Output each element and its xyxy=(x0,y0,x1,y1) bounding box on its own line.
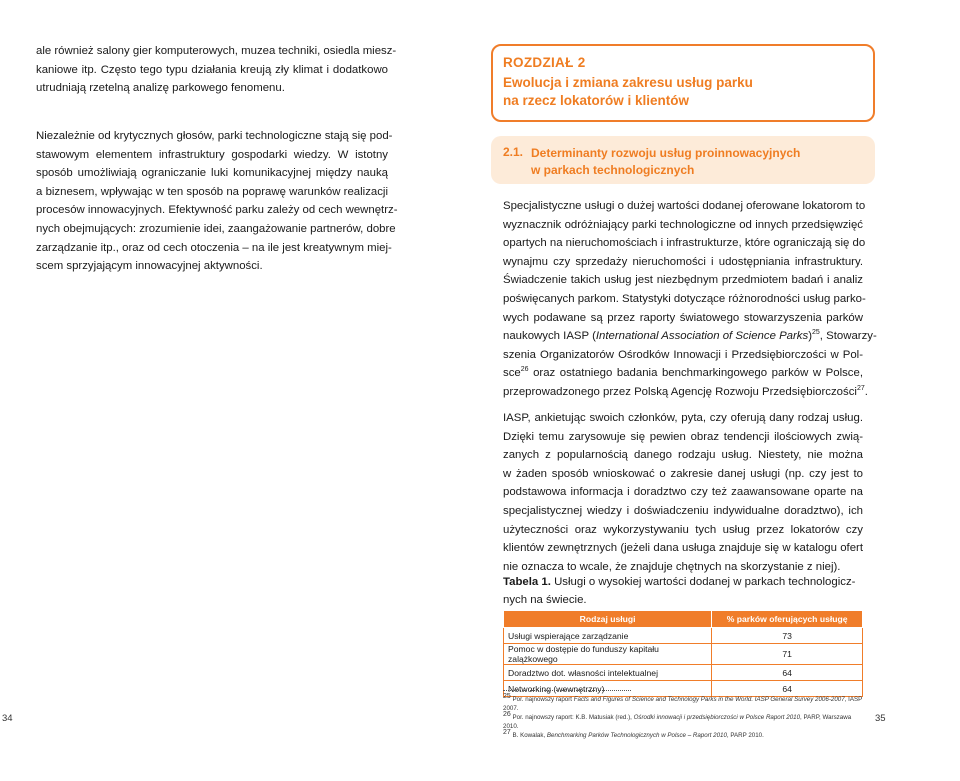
service-cell: Doradztwo dot. własności intelektualnej xyxy=(504,665,712,681)
text-fragment: B. Kowalak, xyxy=(510,732,547,739)
footnote-number: 27 xyxy=(503,728,511,736)
services-table xyxy=(503,610,863,697)
service-cell: Usługi wspierające zarządzanie xyxy=(504,628,712,644)
text-line: ale również salony gier komputerowych, muzea techniki, osiedla miesz- xyxy=(36,45,397,57)
text-line: kaniowe itp. Często tego typu działania kreują zły klimat i dodatkowo xyxy=(36,63,388,76)
chapter-label: ROZDZIAŁ 2 xyxy=(503,55,586,70)
table-caption xyxy=(503,573,863,609)
footnote-25 xyxy=(503,692,863,713)
text-fragment: przeprowadzonego przez Polską Agencję Rozwoju Przedsiębiorczości xyxy=(503,385,857,398)
text-line: szenia Organizatorów Ośrodków Innowacji i Przedsiębiorczości w Pol- xyxy=(503,348,863,361)
text-line: a biznesem, wpływając w ten sposób na poprawę warunków realizacji xyxy=(36,185,388,198)
column-header-service: Rodzaj usługi xyxy=(504,611,712,628)
text-fragment: , IASP 2007. xyxy=(503,696,863,712)
italic-text: Benchmarking Parków Technologicznych w Polsce – Raport 2010 xyxy=(546,732,727,739)
chapter-title-line-2: na rzecz lokatorów i klientów xyxy=(503,93,690,108)
text-fragment: . xyxy=(864,385,868,398)
text-fragment: , PARP 2010. xyxy=(726,732,764,739)
text-line: wyznacznik odróżniający parki technologiczne od innych przedsięwzięć xyxy=(503,218,863,231)
percent-cell: 73 xyxy=(712,628,863,644)
text-line: nie oznacza to wcale, że znajduje chętnych na skorzystanie z niej). xyxy=(503,560,841,573)
text-fragment: sce xyxy=(503,367,521,380)
chapter-title xyxy=(503,74,753,110)
text-line: wych podawane są przez raporty światowego stowarzyszenia parków xyxy=(503,311,863,324)
section-number: 2.1. xyxy=(503,145,524,159)
caption-text: Usługi o wysokiej wartości dodanej w parkach technologicz- xyxy=(550,576,856,588)
left-paragraph-1 xyxy=(36,42,397,98)
text-fragment: oraz ostatniego badania benchmarkingowego parków w Polsce, xyxy=(528,367,863,380)
text-fragment: Por. najnowszy raport: K.B. Matusiak (red.), xyxy=(510,714,634,721)
caption-label: Tabela 1. xyxy=(503,576,551,588)
column-header-percent: % parków oferujących usługę xyxy=(712,611,863,628)
footnote-number: 25 xyxy=(503,692,511,700)
text-line: opartych na nieruchomościach i infrastrukturze, które ograniczają się do xyxy=(503,237,866,250)
right-paragraph-1 xyxy=(503,197,877,402)
text-line: procesów innowacyjnych. Efektywność parku zależy od cech wewnętrz- xyxy=(36,204,398,217)
footnote-ref: 25 xyxy=(812,329,820,337)
text-fragment: Por. najnowszy raport xyxy=(510,696,574,703)
italic-text: Ośrodki innowacji i przedsiębiorczości w Polsce Raport 2010 xyxy=(633,714,801,721)
italic-text: International Association of Science Parks xyxy=(595,330,809,343)
table-row xyxy=(504,628,863,644)
text-line: zarządzanie itp., oraz od cech otoczenia – na ile jest kreatywnym miej- xyxy=(36,241,392,254)
text-line: Specjalistyczne usługi o dużej wartości dodanej oferowane lokatorom to xyxy=(503,200,866,212)
text-line: scem sprzyjającym innowacyjnej aktywności. xyxy=(36,260,263,273)
text-line: użyteczności oraz wykorzystywaniu tych usług przez lokatorów czy xyxy=(503,523,863,536)
service-cell: Pomoc w dostępie do funduszy kapitału zalążkowego xyxy=(504,644,712,665)
text-line: zanych z popularnością danego rodzaju usług. Niestety, nie można xyxy=(503,449,863,462)
caption-line-2: nych na świecie. xyxy=(503,594,587,606)
chapter-title-line-1: Ewolucja i zmiana zakresu usług parku xyxy=(503,75,753,90)
text-line: wynajmu czy sprzedaży nieruchomości i udostępniania infrastruktury. xyxy=(503,255,863,268)
left-paragraph-2 xyxy=(36,127,398,276)
text-line: sposób umożliwiają ograniczanie luki komunikacyjnej między nauką xyxy=(36,167,388,180)
text-line: poświęcanych parkom. Statystyki dotyczące różnorodności usług parko- xyxy=(503,292,866,305)
table-header-row xyxy=(504,611,863,628)
page-number-left: 34 xyxy=(2,713,13,724)
section-title-line-1: Determinanty rozwoju usług proinnowacyjnych xyxy=(531,146,801,160)
text-line: nych obejmujących: zrozumienie idei, zaangażowanie partnerów, dobre xyxy=(36,222,396,235)
right-paragraph-2 xyxy=(503,409,863,576)
text-line: Świadczenie takich usług jest niezbędnym przedmiotem badań i analiz xyxy=(503,274,863,287)
text-fragment: ) xyxy=(808,330,812,343)
text-line: specjalistycznej wiedzy i doświadczeniu indywidualne doradztwo), ich xyxy=(503,504,863,517)
text-line: klientów zewnętrznych (jeżeli dana usługa znajduje się w katalogu ofert xyxy=(503,542,863,555)
text-line: Dzięki temu zarysowuje się pewien obraz tendencji ilościowych zwią- xyxy=(503,430,863,443)
table-row xyxy=(504,665,863,681)
text-line: IASP, ankietując swoich członków, pyta, czy oferują dany rodzaj usług. xyxy=(503,412,863,424)
text-fragment: , PARP, Warszawa 2010. xyxy=(503,714,852,730)
text-line: w żaden sposób wnioskować o zakresie danej usługi (np. czy jest to xyxy=(503,467,863,480)
text-line: Niezależnie od krytycznych głosów, parki technologiczne stają się pod- xyxy=(36,130,393,142)
percent-cell: 64 xyxy=(712,681,863,697)
text-line: stawowym elementem infrastruktury gospodarki wiedzy. W istotny xyxy=(36,148,388,161)
footnote-number: 26 xyxy=(503,710,511,718)
caption-line-1 xyxy=(503,573,863,591)
section-title xyxy=(531,145,800,179)
footnote-ref: 27 xyxy=(856,385,865,393)
text-line: podstawowa informacja i doradztwo czy też zaawansowane oparte na xyxy=(503,486,863,499)
service-cell: Networking (wewnętrzny) xyxy=(504,681,712,697)
percent-cell: 64 xyxy=(712,665,863,681)
text-line xyxy=(503,327,877,346)
section-title-line-2: w parkach technologicznych xyxy=(531,163,695,177)
text-fragment: , Stowarzy- xyxy=(819,330,877,343)
text-line xyxy=(503,383,868,402)
percent-cell: 71 xyxy=(712,644,863,665)
footnotes xyxy=(503,692,863,740)
footnote-27 xyxy=(503,728,863,740)
text-fragment: naukowych IASP ( xyxy=(503,330,596,343)
footnote-26 xyxy=(503,710,863,731)
text-line xyxy=(503,364,863,383)
table-row xyxy=(504,644,863,665)
text-line: utrudniają rzetelną analizę parkowego fenomenu. xyxy=(36,82,285,95)
footnote-divider xyxy=(503,690,631,691)
italic-text: Facts and Figures of Science and Technology Parks in the World. IASP General Survey 2006-2007 xyxy=(573,696,845,703)
footnote-ref: 26 xyxy=(520,366,529,374)
page-number-right: 35 xyxy=(875,713,886,724)
